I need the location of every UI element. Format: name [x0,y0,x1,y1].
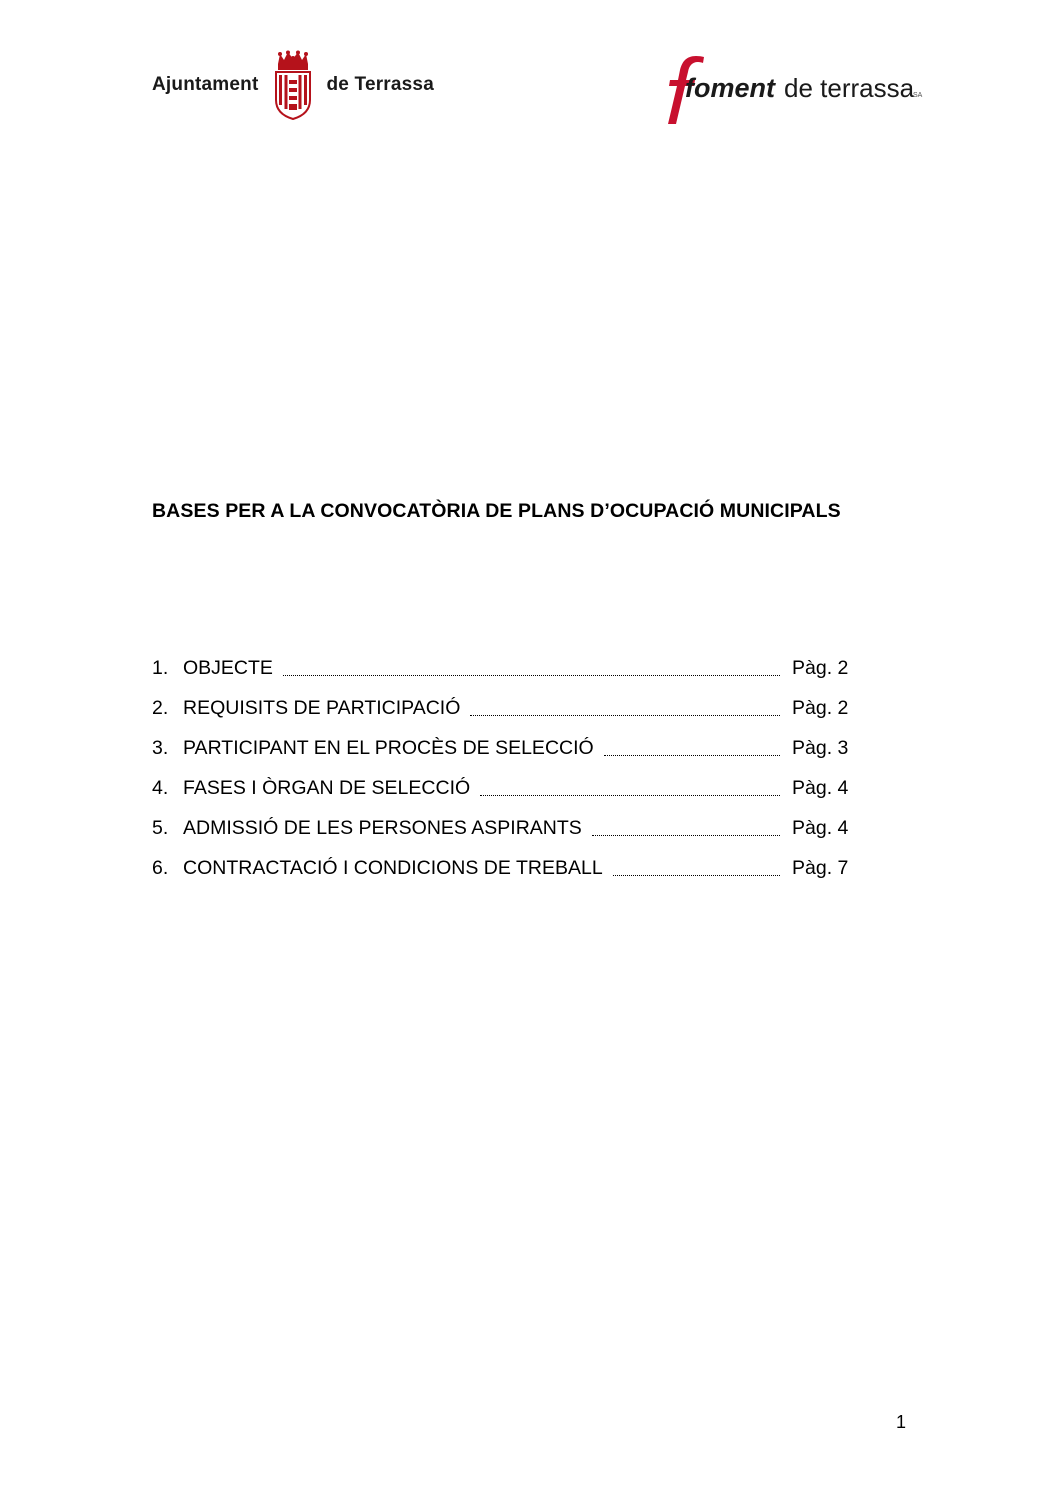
toc-entry [152,657,854,697]
toc-entry-label: ADMISSIÓ DE LES PERSONES ASPIRANTS [183,817,582,839]
toc-entry-label: REQUISITS DE PARTICIPACIÓ [183,697,461,719]
toc-entry-page: Pàg. 3 [792,737,849,759]
toc-entry-page: Pàg. 2 [792,657,849,679]
toc-entry-label: CONTRACTACIÓ I CONDICIONS DE TREBALL [183,857,603,879]
toc-entry-number: 5. [152,817,169,839]
toc-dot-leader [604,754,780,756]
page-number: 1 [896,1412,907,1432]
toc-entry [152,697,854,737]
toc-dot-leader [470,714,780,716]
document-title: BASES PER A LA CONVOCATÒRIA DE PLANS D’OCUPACIÓ MUNICIPALS [152,500,841,522]
toc-entry-number: 6. [152,857,169,879]
toc-entry-page: Pàg. 4 [792,817,849,839]
toc-entry-page: Pàg. 7 [792,857,849,879]
toc-entry-label: PARTICIPANT EN EL PROCÈS DE SELECCIÓ [183,737,594,759]
toc-entry-label: FASES I ÒRGAN DE SELECCIÓ [183,777,471,799]
toc-entry-label: OBJECTE [183,657,273,679]
toc-entry [152,857,854,897]
toc-dot-leader [480,794,780,796]
toc-entry [152,777,854,817]
toc-entry [152,737,854,777]
foment-rest-text: de terrassa [784,73,915,103]
toc-entry [152,817,854,857]
table-of-contents [152,657,854,897]
toc-entry-number: 4. [152,777,169,799]
toc-dot-leader [283,674,780,676]
toc-entry-number: 1. [152,657,169,679]
foment-logo-graphic [656,50,936,130]
toc-entry-page: Pàg. 4 [792,777,849,799]
ajuntament-logo-text-right: de Terrassa [326,74,434,95]
terrassa-crest-icon [271,50,315,120]
toc-dot-leader [613,874,780,876]
toc-entry-number: 2. [152,697,169,719]
foment-logo [656,50,936,130]
toc-dot-leader [592,834,780,836]
toc-entry-number: 3. [152,737,169,759]
ajuntament-logo [152,50,434,120]
foment-suffix-text: SA [913,92,923,99]
toc-entry-page: Pàg. 2 [792,697,849,719]
foment-brand-text: foment [685,73,775,103]
ajuntament-logo-text-left: Ajuntament [152,74,259,95]
